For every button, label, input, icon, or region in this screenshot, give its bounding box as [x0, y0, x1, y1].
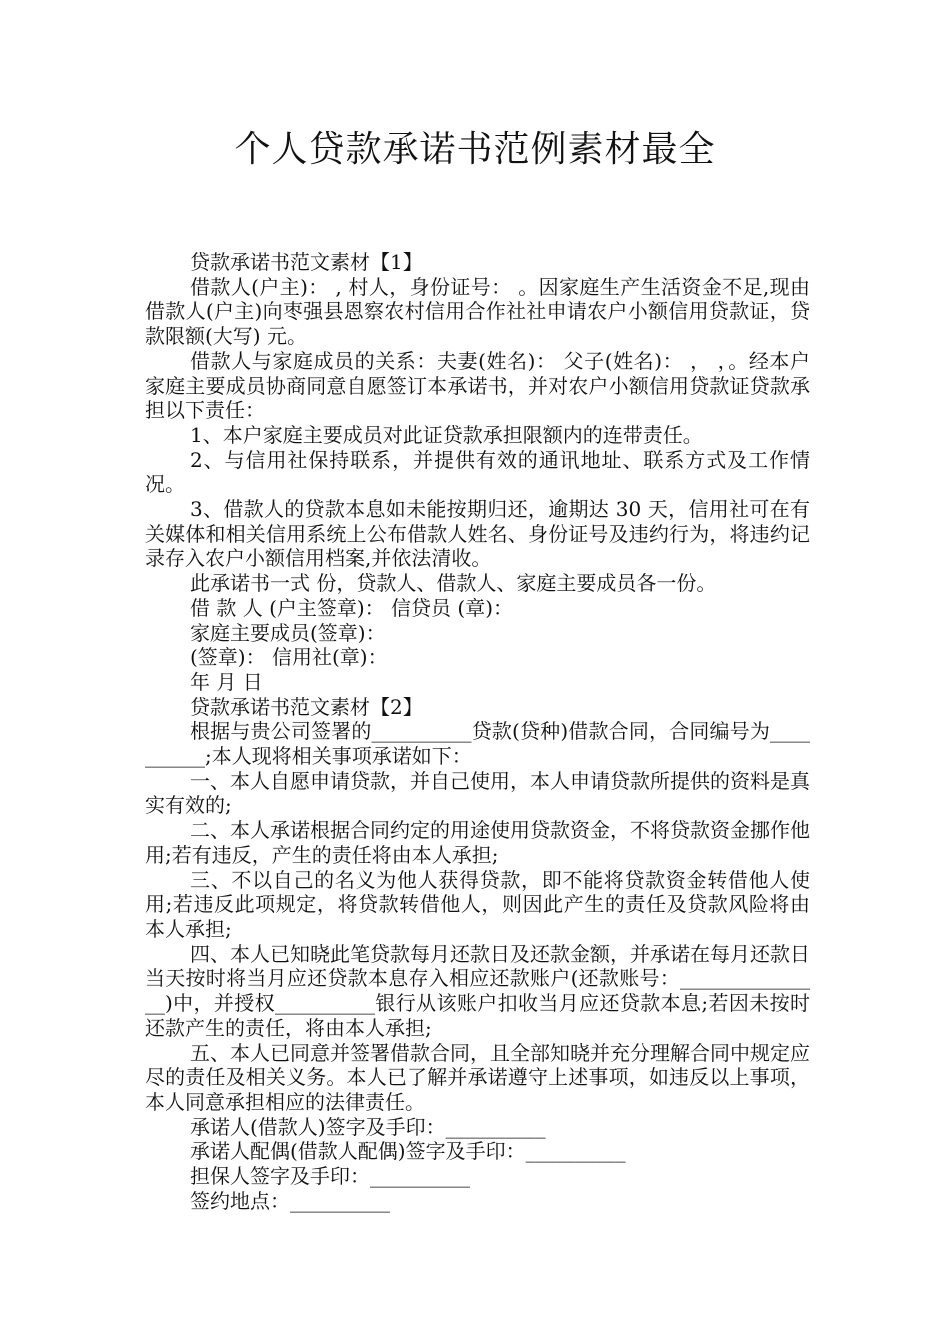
list-item: 1、本户家庭主要成员对此证贷款承担限额内的连带责任。	[190, 422, 703, 447]
paragraph: 根据与贵公司签署的__________贷款(贷种)借款合同，合同编号为__________;本人现将相关事项承诺如下：	[145, 719, 810, 769]
list-item: 五、本人已同意并签署借款合同，且全部知晓并充分理解合同中规定应尽的责任及相关义务。本人已了解并承诺遵守上述事项，如违反以上事项，本人同意承担相应的法律责任。	[145, 1040, 810, 1114]
list-item: 3、借款人的贷款本息如未能按期归还，逾期达 30 天，信用社可在有关媒体和相关信用系统上公布借款人姓名、身份证号及违约行为，将违约记录存入农户小额信用档案,并依法清收。	[145, 497, 810, 571]
paragraph: 此承诺书一式 份，贷款人、借款人、家庭主要成员各一份。	[190, 571, 717, 596]
list-item: 一、本人自愿申请贷款，并自己使用，本人申请贷款所提供的资料是真实有效的;	[145, 768, 810, 818]
signature-line: 借 款 人 (户主签章)： 信贷员 (章)：	[190, 595, 513, 620]
date-line: 年 月 日	[190, 669, 263, 694]
paragraph: 借款人(户主)： , 村人，身份证号： 。因家庭生产生活资金不足,现由借款人(户主)向枣强县恩察农村信用合作社社申请农户小额信用贷款证，贷款限额(大写) 元。	[145, 274, 810, 349]
list-item: 四、本人已知晓此笔贷款每月还款日及还款金额，并承诺在每月还款日当天按时将当月应还贷款本息存入相应还款账户(还款账号：_______________)中，并授权__________银行从该账户扣收当月应还贷款本息;若因未按时还款产生的责任，将由本人承担;	[145, 941, 810, 1040]
signature-line: (签章)： 信用社(章)：	[190, 645, 388, 670]
signature-line: 担保人签字及手印：__________	[190, 1164, 470, 1189]
paragraph: 借款人与家庭成员的关系：夫妻(姓名)： 父子(姓名)： ， ，。经本户家庭主要成员协商同意自愿签订本承诺书，并对农户小额信用贷款证贷款承担以下责任：	[145, 348, 810, 423]
list-item: 2、与信用社保持联系，并提供有效的通讯地址、联系方式及工作情况。	[145, 447, 810, 497]
signature-line: 家庭主要成员(签章)：	[190, 620, 386, 645]
document-title: 个人贷款承诺书范例素材最全	[234, 129, 716, 170]
signature-line: 签约地点：__________	[190, 1188, 390, 1213]
signature-line: 承诺人配偶(借款人配偶)签字及手印：__________	[190, 1139, 626, 1164]
section-heading-2: 贷款承诺书范文素材【2】	[190, 694, 423, 719]
list-item: 三、不以自己的名义为他人获得贷款，即不能将贷款资金转借他人使用;若违反此项规定，将贷款转借他人，则因此产生的责任及贷款风险将由本人承担;	[145, 867, 810, 941]
signature-line: 承诺人(借款人)签字及手印：__________	[190, 1114, 546, 1139]
list-item: 二、本人承诺根据合同约定的用途使用贷款资金，不将贷款资金挪作他用;若有违反，产生的责任将由本人承担;	[145, 818, 810, 867]
section-heading-1: 贷款承诺书范文素材【1】	[190, 250, 423, 274]
document-body	[145, 250, 810, 1213]
